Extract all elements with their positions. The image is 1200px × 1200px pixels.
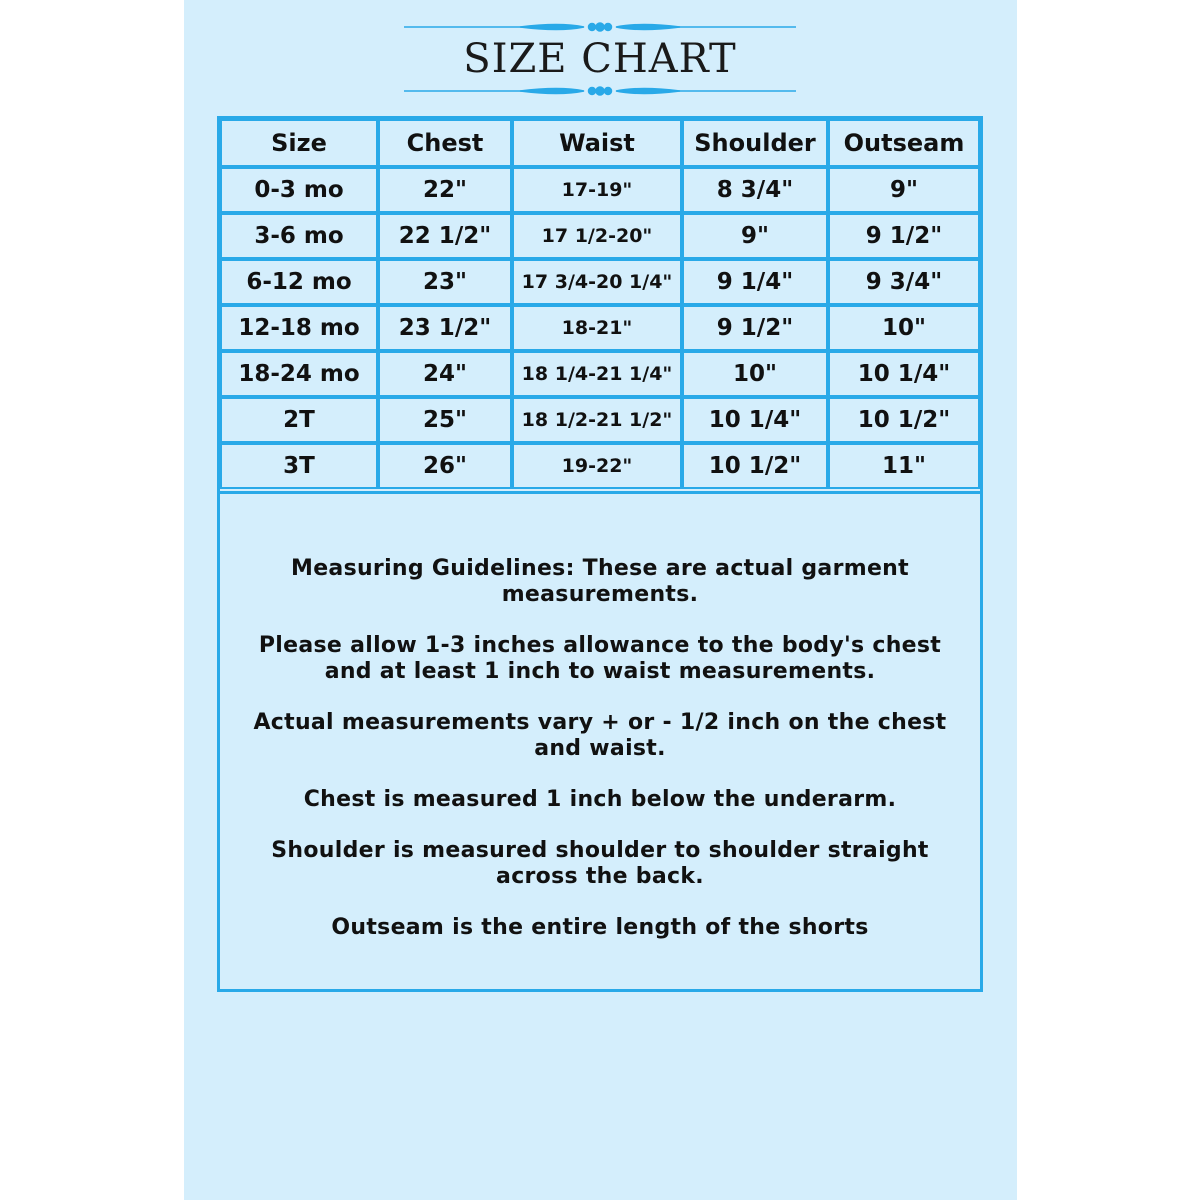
- cell-size: 6-12 mo: [220, 259, 378, 305]
- page-title: SIZE CHART: [463, 36, 737, 82]
- cell-outseam: 10": [828, 305, 980, 351]
- cell-shoulder: 10 1/2": [682, 443, 828, 489]
- cell-shoulder: 10 1/4": [682, 397, 828, 443]
- table-row: [220, 259, 980, 305]
- table-header-row: [220, 119, 980, 167]
- cell-waist: 19-22": [512, 443, 682, 489]
- table-row: [220, 305, 980, 351]
- guideline-text: Measuring Guidelines: These are actual garment measurements.: [291, 556, 909, 607]
- size-table: [220, 119, 980, 489]
- header-outseam: Outseam: [828, 119, 980, 167]
- cell-shoulder: 10": [682, 351, 828, 397]
- table-row: [220, 167, 980, 213]
- header-waist: Waist: [512, 119, 682, 167]
- cell-waist: 18 1/4-21 1/4": [512, 351, 682, 397]
- guideline-text: Chest is measured 1 inch below the underarm.: [303, 787, 897, 812]
- cell-outseam: 9": [828, 167, 980, 213]
- table-row: [220, 397, 980, 443]
- cell-chest: 23 1/2": [378, 305, 512, 351]
- size-chart-frame: [217, 116, 983, 992]
- cell-outseam: 9 1/2": [828, 213, 980, 259]
- cell-waist: 17 3/4-20 1/4": [512, 259, 682, 305]
- cell-waist: 17-19": [512, 167, 682, 213]
- table-row: [220, 351, 980, 397]
- cell-shoulder: 8 3/4": [682, 167, 828, 213]
- cell-size: 12-18 mo: [220, 305, 378, 351]
- cell-chest: 22": [378, 167, 512, 213]
- cell-shoulder: 9": [682, 213, 828, 259]
- cell-chest: 25": [378, 397, 512, 443]
- cell-size: 18-24 mo: [220, 351, 378, 397]
- header-shoulder: Shoulder: [682, 119, 828, 167]
- cell-size: 2T: [220, 397, 378, 443]
- header-size: Size: [220, 119, 378, 167]
- cell-chest: 23": [378, 259, 512, 305]
- cell-waist: 17 1/2-20": [512, 213, 682, 259]
- cell-chest: 22 1/2": [378, 213, 512, 259]
- cell-waist: 18 1/2-21 1/2": [512, 397, 682, 443]
- cell-chest: 26": [378, 443, 512, 489]
- cell-shoulder: 9 1/2": [682, 305, 828, 351]
- cell-outseam: 10 1/4": [828, 351, 980, 397]
- cell-size: 3-6 mo: [220, 213, 378, 259]
- cell-size: 3T: [220, 443, 378, 489]
- cell-outseam: 10 1/2": [828, 397, 980, 443]
- header-chest: Chest: [378, 119, 512, 167]
- guideline-text: Please allow 1-3 inches allowance to the body's chest and at least 1 inch to waist measurements.: [258, 633, 942, 684]
- guideline-text: Outseam is the entire length of the shorts: [331, 915, 869, 940]
- measuring-guidelines: [220, 491, 980, 989]
- cell-outseam: 9 3/4": [828, 259, 980, 305]
- cell-waist: 18-21": [512, 305, 682, 351]
- cell-shoulder: 9 1/4": [682, 259, 828, 305]
- cell-outseam: 11": [828, 443, 980, 489]
- cell-chest: 24": [378, 351, 512, 397]
- guideline-text: Shoulder is measured shoulder to shoulder straight across the back.: [271, 838, 929, 889]
- guideline-text: Actual measurements vary + or - 1/2 inch on the chest and waist.: [253, 710, 947, 761]
- table-row: [220, 443, 980, 489]
- cell-size: 0-3 mo: [220, 167, 378, 213]
- table-row: [220, 213, 980, 259]
